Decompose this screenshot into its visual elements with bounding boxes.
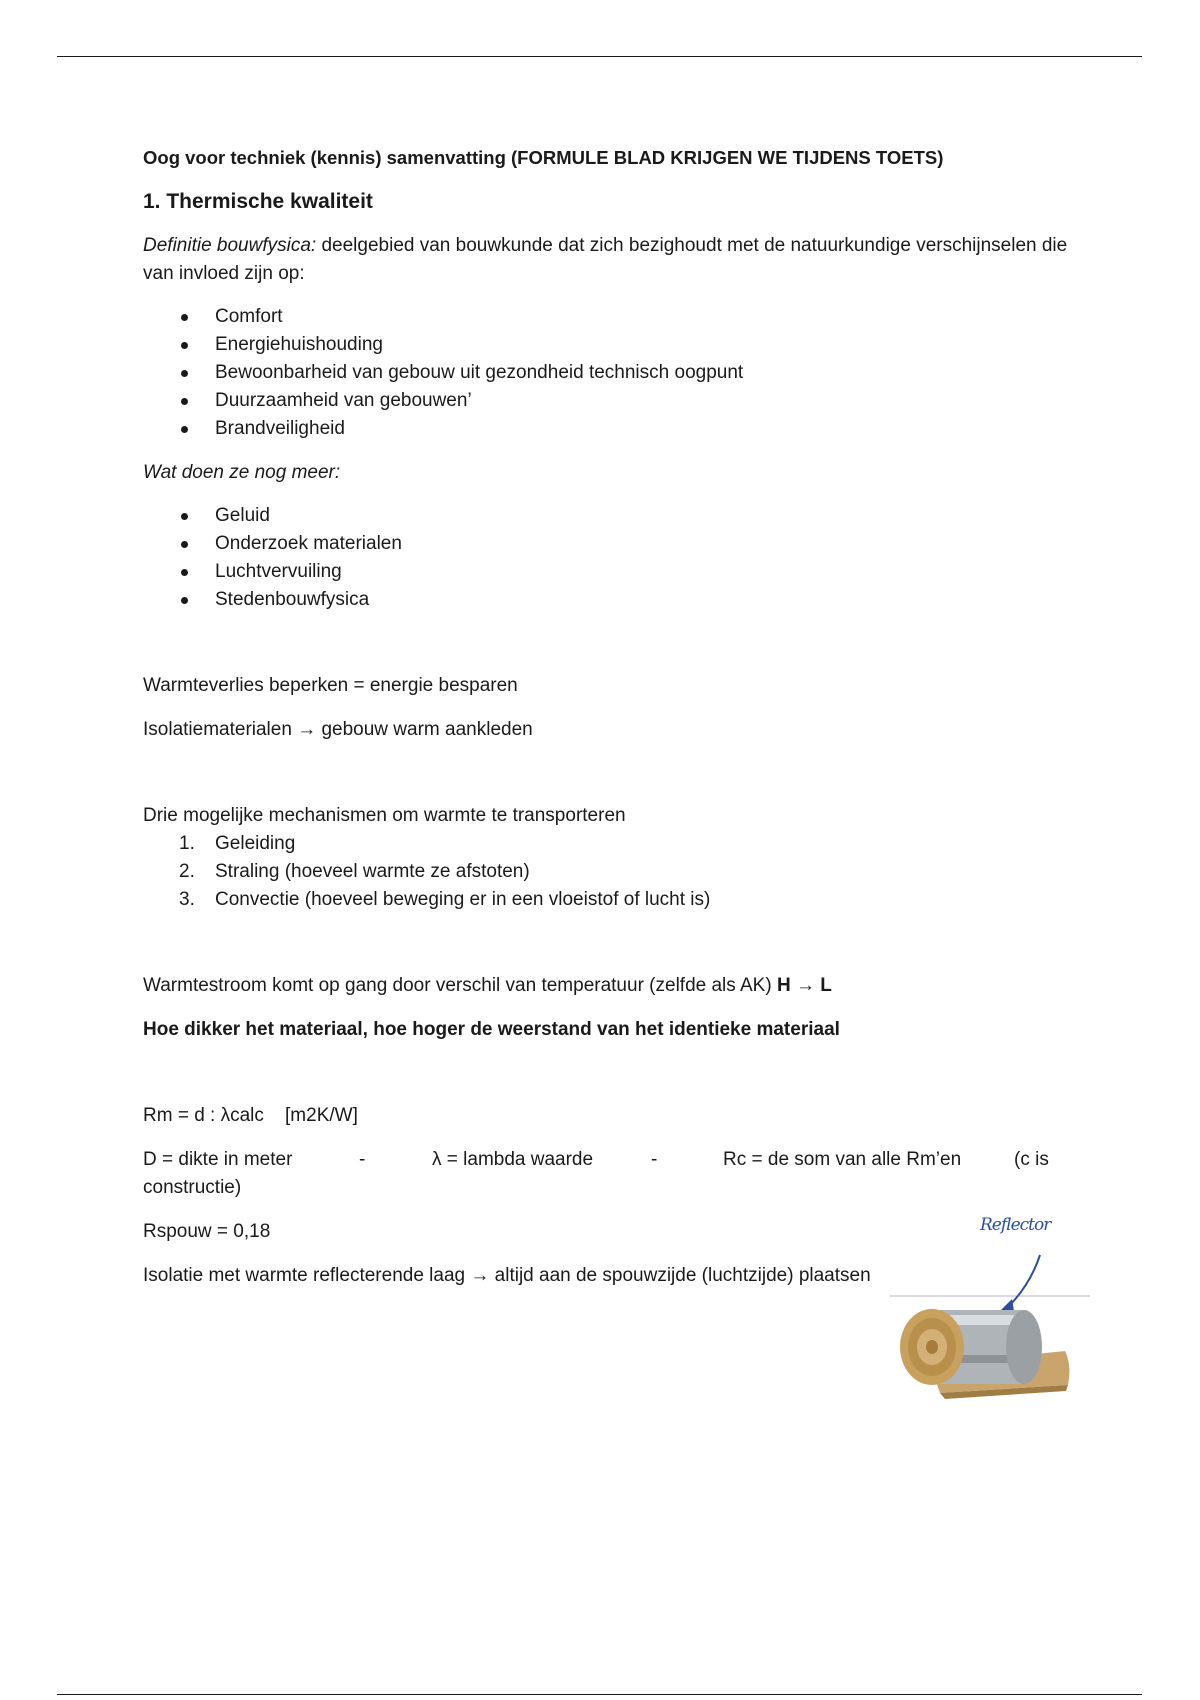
heatflow-direction: H → L [776, 975, 832, 996]
bottom-rule [57, 1694, 1142, 1695]
energy-line: Warmteverlies beperken = energie besparen [143, 675, 518, 696]
list-item [143, 359, 1073, 387]
list-number: 1. [179, 833, 195, 854]
insulation-roll-image [890, 1215, 1090, 1405]
isolation-line: Isolatiematerialen → gebouw warm aankleden [143, 719, 533, 740]
bullet-icon [181, 426, 188, 433]
list-item-text: Convectie (hoeveel beweging er in een vloeistof of lucht is) [215, 889, 711, 910]
insulation-roll-illustration [890, 1215, 1090, 1405]
reflective-note: Isolatie met warmte reflecterende laag → altijd aan de spouwzijde (luchtzijde) plaatsen [143, 1265, 871, 1286]
list-item [143, 586, 1073, 614]
definition-text: deelgebied van bouwkunde dat zich bezighoudt met de natuurkundige verschijnselen die van invloed zijn op: [143, 235, 1068, 284]
bullet-icon [181, 513, 188, 520]
mechanisms-intro: Drie mogelijke mechanismen om warmte te transporteren [143, 805, 626, 826]
legend-dash: - [359, 1149, 366, 1170]
list-item-text: Comfort [215, 306, 283, 327]
formula-legend [143, 1146, 1073, 1174]
legend-c: (c is [1014, 1149, 1049, 1170]
list-item [143, 886, 1073, 914]
formula-line [143, 1102, 1073, 1130]
bullet-icon [181, 370, 188, 377]
list-item [143, 858, 1073, 886]
section-heading: 1. Thermische kwaliteit [143, 190, 373, 213]
bullet-icon [181, 569, 188, 576]
bullet-icon [181, 342, 188, 349]
legend-d: D = dikte in meter [143, 1149, 293, 1170]
list-item [143, 502, 1073, 530]
bullet-icon [181, 541, 188, 548]
list-number: 2. [179, 861, 195, 882]
handwritten-label: Reflector [980, 1215, 1051, 1235]
list-number: 3. [179, 889, 195, 910]
legend-rc: Rc = de som van alle Rm’en [723, 1149, 962, 1170]
influence-list [143, 303, 1073, 443]
definition-paragraph [143, 232, 1073, 288]
document-title: Oog voor techniek (kennis) samenvatting (FORMULE BLAD KRIJGEN WE TIJDENS TOETS) [143, 147, 944, 168]
bullet-icon [181, 314, 188, 321]
list-item-text: Straling (hoeveel warmte ze afstoten) [215, 861, 530, 882]
more-list [143, 502, 1073, 614]
list-item [143, 530, 1073, 558]
list-item-text: Geluid [215, 505, 270, 526]
legend-c-continued: constructie) [143, 1177, 242, 1198]
list-item [143, 415, 1073, 443]
bullet-icon [181, 398, 188, 405]
legend-dash: - [651, 1149, 658, 1170]
list-item-text: Geleiding [215, 833, 296, 854]
list-item-text: Bewoonbarheid van gebouw uit gezondheid technisch oogpunt [215, 362, 744, 383]
rspouw-line: Rspouw = 0,18 [143, 1221, 271, 1242]
list-item [143, 387, 1073, 415]
list-item-text: Onderzoek materialen [215, 533, 402, 554]
definition-term: Definitie bouwfysica: [143, 235, 317, 256]
bullet-icon [181, 597, 188, 604]
list-item [143, 830, 1073, 858]
more-heading: Wat doen ze nog meer: [143, 462, 341, 483]
heatflow-text: Warmtestroom komt op gang door verschil van temperatuur (zelfde als AK) [143, 975, 777, 996]
list-item [143, 558, 1073, 586]
list-item-text: Stedenbouwfysica [215, 589, 370, 610]
legend-lambda: λ = lambda waarde [432, 1149, 594, 1170]
formula-unit: [m2K/W] [285, 1105, 358, 1126]
mechanisms-list [143, 830, 1073, 914]
list-item [143, 331, 1073, 359]
formula: Rm = d : λcalc [143, 1105, 264, 1126]
document-body [143, 144, 1073, 1290]
list-item-text: Brandveiligheid [215, 418, 345, 439]
list-item-text: Energiehuishouding [215, 334, 383, 355]
thickness-rule: Hoe dikker het materiaal, hoe hoger de weerstand van het identieke materiaal [143, 1019, 840, 1040]
list-item-text: Luchtvervuiling [215, 561, 342, 582]
heatflow-line [143, 972, 1073, 1000]
list-item [143, 303, 1073, 331]
top-rule [57, 56, 1142, 57]
list-item-text: Duurzaamheid van gebouwen’ [215, 390, 472, 411]
